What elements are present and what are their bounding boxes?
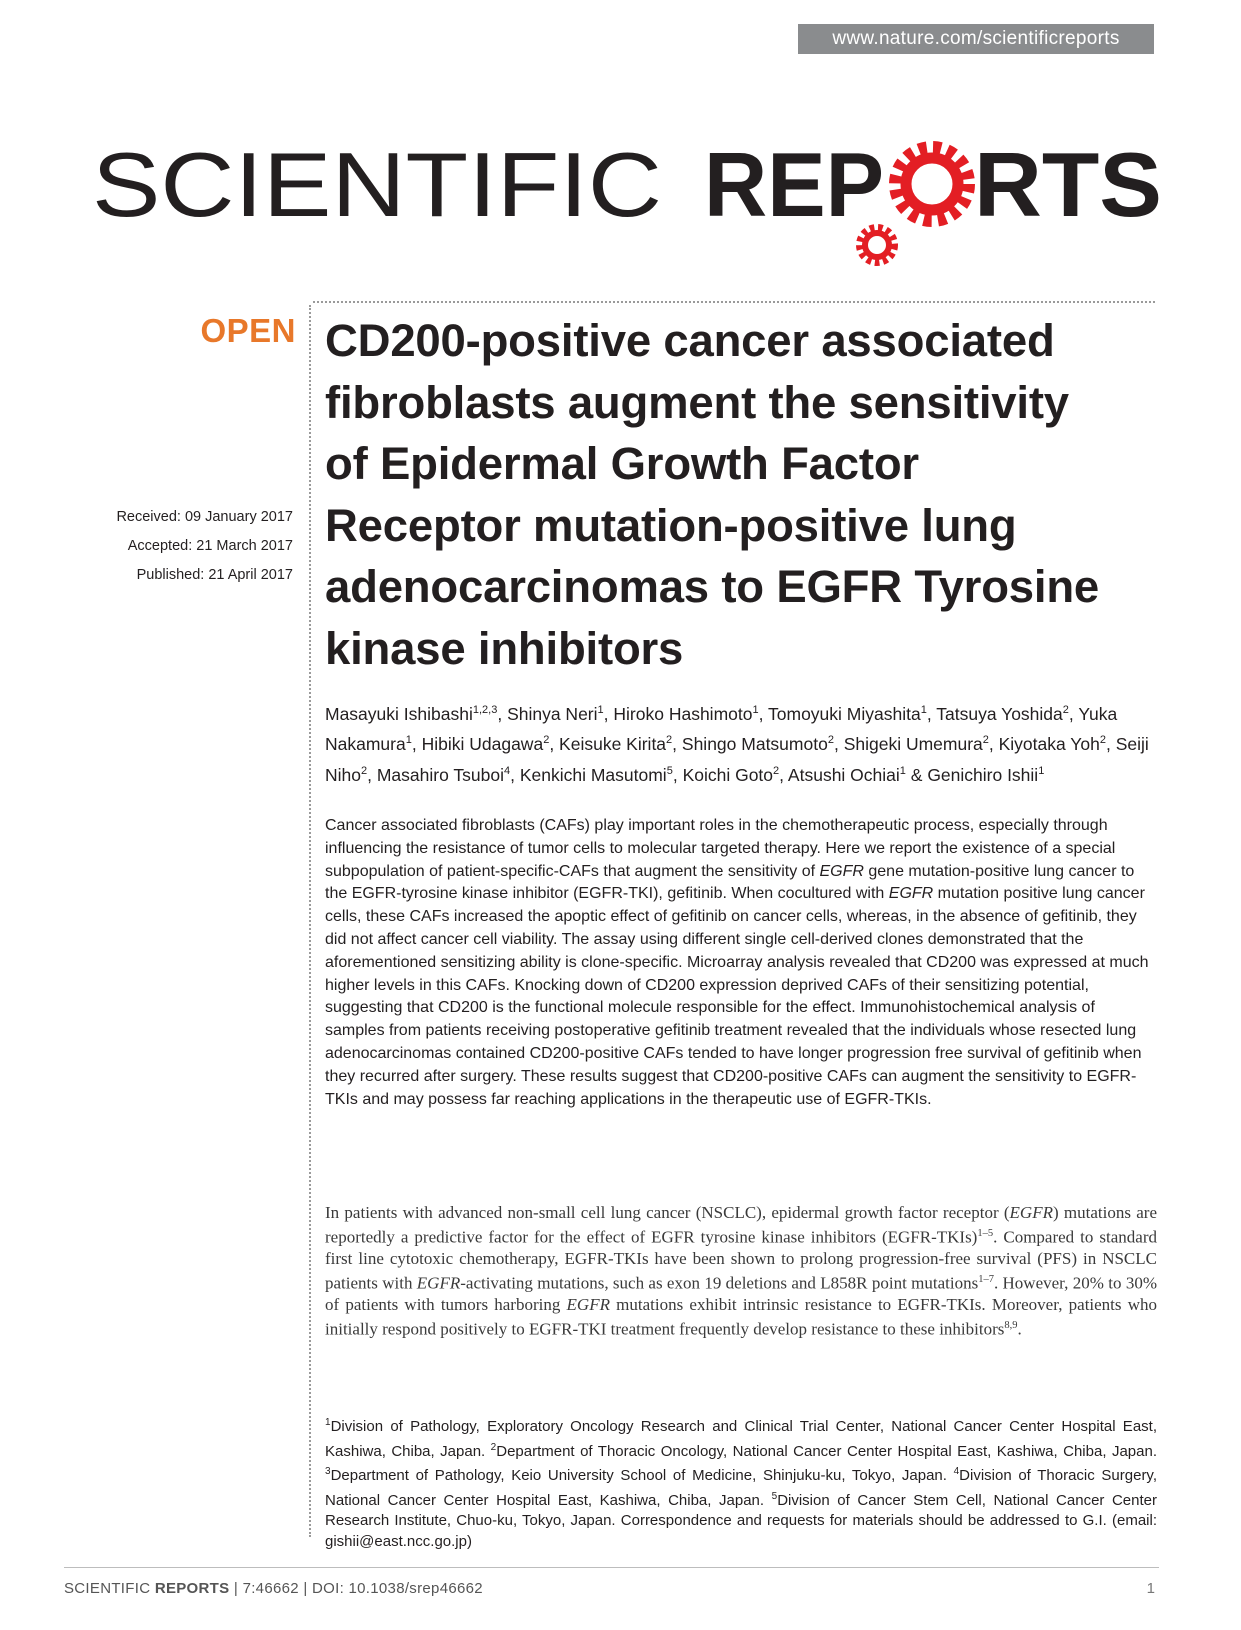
author-name[interactable]: Kenkichi Masutomi <box>519 764 667 785</box>
author-affiliation: 2 <box>666 734 673 747</box>
affiliation-text: Division of Thoracic Surgery, National Cancer Center Hospital East, Kashiwa, Chiba, Japan. <box>325 1467 1157 1509</box>
author-affiliation: 1 <box>920 704 927 716</box>
footer-citation <box>64 1580 483 1597</box>
affiliations <box>325 1413 1157 1553</box>
affiliation-text: Division of Pathology, Exploratory Oncology Research and Clinical Trial Center, National Cancer Center Hospital East, Kashiwa, Chiba, Japan. <box>325 1418 1157 1460</box>
author-separator: , <box>549 734 560 755</box>
author-separator: , <box>367 764 377 785</box>
author-affiliation: 1,2,3 <box>472 704 498 716</box>
author-affiliation: 2 <box>1099 734 1106 747</box>
author-name[interactable]: Tatsuya Yoshida <box>936 703 1063 724</box>
author-separator: & <box>905 764 928 785</box>
small-gear-icon <box>860 228 894 262</box>
author-name[interactable]: Atsushi Ochiai <box>787 764 900 785</box>
abstract-text: Cancer associated fibroblasts (CAFs) play important roles in the chemotherapeutic process, especially through influencing the resistance of tumor cells to molecular targeted therapy. Here we report the existence of a special subpopulation of patient-specific-CAFs that augment the sensitivity of <box>325 817 1116 880</box>
reference-link[interactable]: 1–5 <box>977 1228 994 1240</box>
affiliation-text: Department of Pathology, Keio University School of Medicine, Shinjuku-ku, Tokyo, Japan. <box>330 1467 954 1485</box>
title-line: CD200-positive cancer associated <box>325 315 1055 366</box>
gene-name: EGFR <box>566 1295 610 1315</box>
affiliation-number: 4 <box>953 1466 960 1478</box>
author-separator: , <box>510 764 520 785</box>
logo-scientific: SCIENTIFIC <box>92 138 662 236</box>
author-name[interactable]: Seiji Niho <box>325 734 1149 785</box>
header-divider <box>313 301 1155 303</box>
author-name[interactable]: Shinya Neri <box>507 703 598 724</box>
author-affiliation: 1 <box>899 764 906 777</box>
body-text: . Compared to standard first line cytotoxic chemotherapy, EGFR-TKIs have been shown to prolong progression-free survival (PFS) in NSCLC patients with <box>325 1227 1157 1293</box>
gene-name: EGFR <box>1009 1203 1053 1222</box>
journal-logo <box>92 138 1162 268</box>
author-affiliation: 1 <box>597 704 604 716</box>
column-divider <box>309 305 311 1537</box>
affiliation-text: Division of Cancer Stem Cell, National Cancer Center Research Institute, Chuo-ku, Tokyo, Japan. Correspondence and requests for materials should be addressed to G.I. (email: gishii@east.ncc.go.jp) <box>325 1491 1157 1550</box>
title-line: Receptor mutation-positive lung <box>325 499 1017 551</box>
affiliation-number: 2 <box>490 1441 497 1453</box>
author-separator: , <box>926 703 937 724</box>
reference-link[interactable]: 1–7 <box>978 1274 994 1286</box>
author-separator: , <box>1105 734 1116 755</box>
author-affiliation: 1 <box>405 734 412 747</box>
affiliation-number: 1 <box>325 1417 331 1428</box>
gene-name: EGFR <box>819 862 864 880</box>
reference-link[interactable]: 8,9 <box>1004 1320 1018 1332</box>
body-text: -activating mutations, such as exon 19 deletions and L858R point mutations <box>460 1273 979 1293</box>
footer-journal-bold: REPORTS <box>154 1580 230 1597</box>
author-name[interactable]: Masayuki Ishibashi <box>325 703 473 724</box>
author-separator: , <box>603 703 614 724</box>
published-date: Published: 21 April 2017 <box>136 567 293 583</box>
author-separator: , <box>758 703 769 724</box>
gene-name: EGFR <box>888 885 934 903</box>
author-name[interactable]: Keisuke Kirita <box>559 734 667 755</box>
large-gear-icon <box>896 148 968 220</box>
author-separator: , <box>672 734 682 755</box>
author-name[interactable]: Hibiki Udagawa <box>421 734 544 755</box>
logo-rep: REP <box>704 138 884 236</box>
affiliation-text: Department of Thoracic Oncology, National Cancer Center Hospital East, Kashiwa, Chiba, Japan. <box>496 1442 1157 1460</box>
author-separator: , <box>672 764 683 785</box>
author-name[interactable]: Masahiro Tsuboi <box>376 764 504 785</box>
article-title <box>325 310 1155 679</box>
footer-divider <box>64 1567 1159 1568</box>
introduction-paragraph <box>325 1202 1157 1340</box>
author-name[interactable]: Kiyotaka Yoh <box>998 734 1100 755</box>
author-affiliation: 1 <box>1038 764 1045 777</box>
journal-masthead <box>92 138 1162 268</box>
author-affiliation: 2 <box>982 734 989 747</box>
logo-rts: RTS <box>974 138 1162 236</box>
author-affiliation: 1 <box>752 704 759 716</box>
author-name[interactable]: Shigeki Umemura <box>843 734 983 755</box>
journal-url-bar[interactable]: www.nature.com/scientificreports <box>798 24 1154 54</box>
title-line: kinase inhibitors <box>325 622 684 674</box>
author-name[interactable]: Yuka Nakamura <box>325 703 1118 755</box>
body-text: . However, 20% to 30% of patients with tumors harboring <box>325 1273 1157 1315</box>
footer-journal-light: SCIENTIFIC <box>64 1580 155 1597</box>
author-separator: , <box>411 734 422 755</box>
title-line: adenocarcinomas to EGFR Tyrosine <box>325 561 1100 612</box>
author-separator: , <box>1068 703 1079 724</box>
author-name[interactable]: Tomoyuki Miyashita <box>768 703 921 724</box>
body-text: mutations exhibit intrinsic resistance to EGFR-TKIs. Moreover, patients who initially respond positively to EGFR-TKI treatment frequently develop resistance to these inhibitors <box>325 1295 1157 1339</box>
author-name[interactable]: Koichi Goto <box>682 764 774 785</box>
author-affiliation: 2 <box>773 764 780 777</box>
title-line: of Epidermal Growth Factor <box>325 438 919 489</box>
body-text: . <box>1017 1319 1022 1339</box>
author-list <box>325 697 1155 788</box>
author-affiliation: 2 <box>361 764 368 777</box>
publication-dates <box>116 503 293 590</box>
body-text: ) mutations are reportedly a predictive factor for the effect of EGFR tyrosine kinase inhibitors (EGFR-TKIs) <box>325 1203 1157 1247</box>
author-separator: , <box>988 734 999 755</box>
author-separator: , <box>497 703 508 724</box>
affiliation-number: 3 <box>325 1466 331 1478</box>
footer-doi[interactable]: | 7:46662 | DOI: 10.1038/srep46662 <box>229 1580 483 1597</box>
received-date: Received: 09 January 2017 <box>116 509 293 525</box>
body-text: In patients with advanced non-small cell lung cancer (NSCLC), epidermal growth factor receptor ( <box>325 1203 1010 1222</box>
author-name[interactable]: Hiroko Hashimoto <box>613 703 753 724</box>
abstract <box>325 815 1157 1111</box>
open-access-label: OPEN <box>200 312 296 349</box>
abstract-text: gene mutation-positive lung cancer to the EGFR-tyrosine kinase inhibitor (EGFR-TKI), gefitinib. When cocultured with <box>325 862 1135 903</box>
affiliation-number: 5 <box>771 1490 778 1502</box>
author-affiliation: 5 <box>666 764 673 777</box>
author-affiliation: 4 <box>503 764 511 777</box>
author-name[interactable]: Shingo Matsumoto <box>681 734 828 755</box>
title-line: fibroblasts augment the sensitivity <box>325 376 1069 428</box>
gene-name: EGFR <box>416 1273 461 1293</box>
abstract-text: mutation positive lung cancer cells, these CAFs increased the apoptic effect of gefitinib on cancer cells, whereas, in the absence of gefitinib, they did not affect cancer cell viability. The assay using different single cell-derived clones demonstrated that the aforementioned sensitizing ability is clone-specific. Microarray analysis revealed that CD200 was expressed at much higher levels in this CAFs. Knocking down of CD200 expression deprived CAFs of their sensitizing potential, suggesting that CD200 is the functional molecule responsible for the effect. Immunohistochemical analysis of samples from patients receiving postoperative gefitinib treatment revealed that the individuals whose resected lung adenocarcinomas contained CD200-positive CAFs tended to have longer progression free survival of gefitinib when they recurred after surgery. These results suggest that CD200-positive CAFs can augment the sensitivity to EGFR-TKIs and may possess far reaching applications in the therapeutic use of EGFR-TKIs. <box>325 885 1149 1108</box>
accepted-date: Accepted: 21 March 2017 <box>127 538 293 554</box>
author-separator: , <box>779 764 788 785</box>
author-name[interactable]: Genichiro Ishii <box>927 764 1039 785</box>
author-separator: , <box>833 734 844 755</box>
page-number: 1 <box>1146 1580 1155 1597</box>
author-affiliation: 2 <box>1062 704 1069 716</box>
author-affiliation: 2 <box>543 734 550 747</box>
author-affiliation: 2 <box>827 734 834 747</box>
